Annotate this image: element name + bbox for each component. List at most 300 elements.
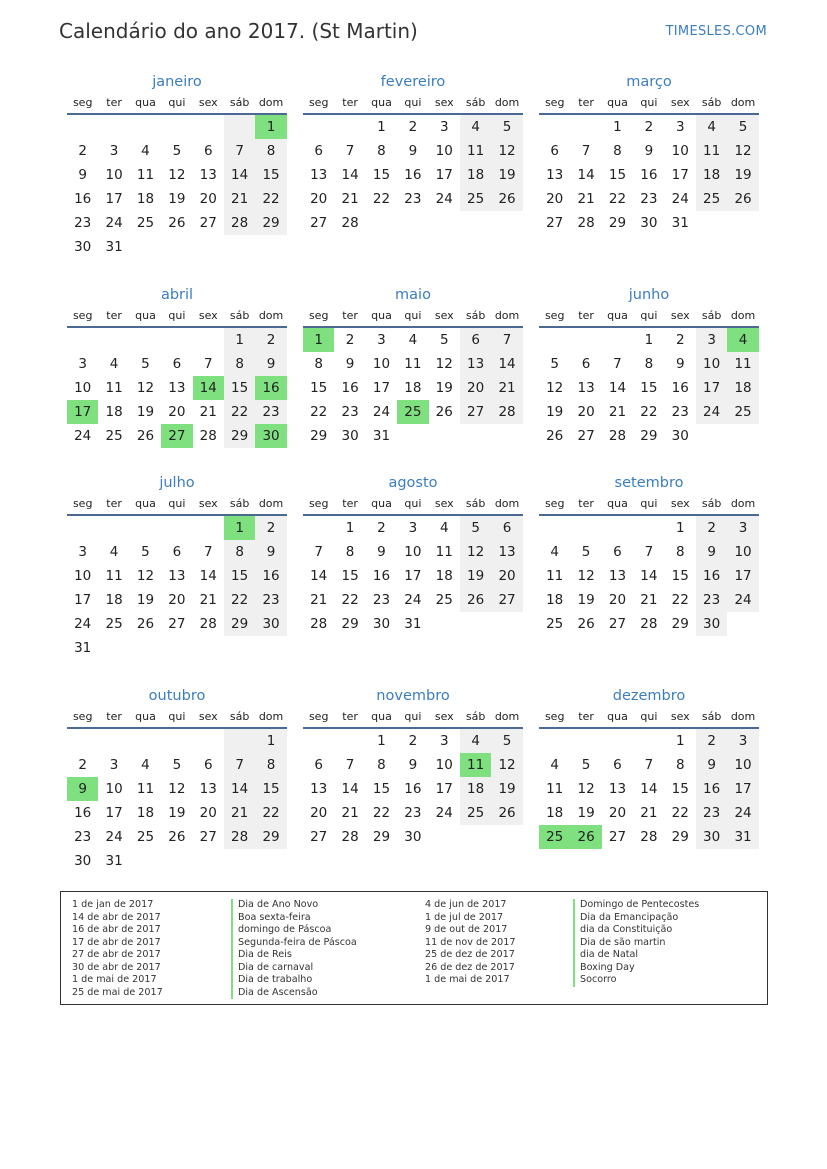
empty-cell	[539, 729, 570, 753]
day-cell: 22	[671, 592, 689, 608]
day-cell: 1	[224, 328, 255, 352]
empty-cell	[602, 729, 633, 753]
weekday-label: seg	[72, 497, 93, 510]
day-cell: 10	[105, 781, 123, 797]
legend-date: 4 de jun de 2017	[425, 899, 507, 910]
day-cell: 2	[675, 332, 685, 348]
day-cell: 21	[608, 404, 627, 420]
day-cell: 17	[696, 376, 727, 400]
day-cell: 5	[727, 115, 758, 139]
weekday-label: sex	[670, 96, 690, 109]
weekday-label: sáb	[229, 710, 250, 723]
weekday-label: qua	[607, 710, 628, 723]
day-cell: 9	[675, 356, 685, 372]
day-cell: 12	[460, 540, 491, 564]
day-cell: 9	[696, 540, 727, 564]
empty-cell	[98, 636, 129, 660]
day-cell: 27	[608, 829, 627, 845]
legend-date: 1 de jul de 2017	[425, 911, 504, 923]
weekday-label: sáb	[701, 96, 722, 109]
day-cell: 26	[491, 801, 522, 825]
day-cell: 30	[404, 829, 422, 845]
day-cell: 21	[224, 801, 255, 825]
day-cell: 10	[404, 544, 422, 560]
day-cell: 19	[577, 592, 595, 608]
weekday-label: seg	[544, 309, 565, 322]
day-cell: 25	[696, 187, 727, 211]
day-cell: 7	[345, 143, 355, 159]
day-cell: 22	[255, 187, 286, 211]
weekday-label: qui	[168, 309, 186, 322]
day-cell: 28	[608, 428, 627, 444]
day-cell: 15	[671, 781, 689, 797]
empty-cell	[366, 211, 397, 235]
day-cell: 9	[255, 540, 286, 564]
day-cell: 16	[404, 781, 422, 797]
weekday-label: sáb	[701, 710, 722, 723]
empty-cell	[130, 516, 161, 540]
week-row	[303, 801, 523, 825]
day-cell: 29	[255, 825, 286, 849]
day-cell: 30	[696, 612, 727, 636]
day-cell: 18	[435, 568, 453, 584]
holiday-legend	[60, 891, 768, 1005]
day-cell: 18	[546, 592, 564, 608]
weekday-header	[67, 306, 287, 328]
empty-cell	[193, 235, 224, 259]
empty-cell	[429, 612, 460, 636]
month-name: junho	[628, 287, 670, 303]
day-cell: 4	[550, 757, 559, 773]
week-row	[303, 825, 523, 849]
day-cell: 21	[640, 592, 658, 608]
week-row	[67, 376, 287, 400]
day-cell: 6	[203, 143, 213, 159]
day-cell: 2	[408, 733, 418, 749]
day-cell: 2	[255, 516, 286, 540]
day-cell: 9	[696, 753, 727, 777]
month-janeiro	[67, 71, 287, 259]
legend-holiday-name: Dia de Ano Novo	[238, 899, 319, 910]
day-cell: 23	[404, 191, 422, 207]
empty-cell	[570, 729, 601, 753]
day-cell: 17	[105, 805, 123, 821]
day-cell: 28	[640, 829, 658, 845]
weekday-label: seg	[544, 497, 565, 510]
legend-date: 1 de mai de 2017	[72, 974, 157, 985]
day-cell: 16	[696, 564, 727, 588]
empty-cell	[161, 636, 192, 660]
week-row	[303, 187, 523, 211]
month-fevereiro	[303, 71, 523, 235]
empty-cell	[334, 729, 365, 753]
day-cell: 28	[224, 211, 255, 235]
day-cell: 22	[372, 191, 391, 207]
week-row	[539, 400, 759, 424]
day-cell: 15	[372, 167, 391, 183]
day-cell: 4	[550, 544, 559, 560]
day-cell: 23	[255, 400, 286, 424]
empty-cell	[130, 849, 161, 873]
day-cell: 31	[74, 640, 92, 656]
day-cell: 14	[310, 568, 328, 584]
week-row	[67, 211, 287, 235]
week-row	[303, 115, 523, 139]
day-cell: 15	[341, 568, 359, 584]
weekday-label: ter	[578, 497, 594, 510]
weekday-header	[539, 93, 759, 115]
day-cell: 10	[435, 757, 453, 773]
day-cell: 29	[255, 211, 286, 235]
week-row	[539, 352, 759, 376]
day-cell: 13	[546, 167, 564, 183]
week-row	[539, 424, 759, 448]
legend-holiday-name: Dia de Ascensão	[238, 986, 318, 998]
week-row	[67, 801, 287, 825]
day-cell: 10	[74, 380, 92, 396]
day-cell: 11	[546, 781, 564, 797]
day-cell: 29	[224, 612, 255, 636]
day-cell: 11	[727, 352, 758, 376]
day-cell: 22	[608, 191, 627, 207]
day-cell: 30	[74, 853, 92, 869]
empty-cell	[193, 328, 224, 352]
weekday-label: qua	[135, 309, 156, 322]
day-cell: 4	[141, 757, 150, 773]
empty-cell	[193, 849, 224, 873]
week-row	[539, 115, 759, 139]
day-cell: 20	[310, 191, 328, 207]
weekday-label: sex	[198, 710, 218, 723]
day-cell: 13	[491, 540, 522, 564]
weekday-label: sex	[670, 710, 690, 723]
week-row	[303, 516, 523, 540]
day-cell: 26	[491, 187, 522, 211]
day-cell: 4	[109, 544, 119, 560]
day-cell: 19	[491, 163, 522, 187]
day-cell: 17	[727, 777, 758, 801]
day-cell: 16	[255, 564, 286, 588]
day-cell: 26	[136, 616, 155, 632]
day-cell: 20	[199, 191, 217, 207]
day-cell: 16	[372, 568, 391, 584]
day-cell: 26	[460, 588, 491, 612]
day-cell: 12	[168, 781, 186, 797]
empty-cell	[727, 424, 758, 448]
day-cell: 14	[640, 781, 658, 797]
day-cell: 18	[460, 777, 491, 801]
weekday-label: qua	[371, 96, 392, 109]
day-cell: 13	[608, 568, 627, 584]
month-name: setembro	[614, 475, 684, 491]
weekday-label: ter	[578, 309, 594, 322]
weekday-label: seg	[308, 710, 329, 723]
weekday-label: qui	[640, 309, 658, 322]
day-cell: 17	[727, 564, 758, 588]
month-novembro	[303, 685, 523, 849]
week-row	[67, 400, 287, 424]
empty-cell	[130, 636, 161, 660]
day-cell: 3	[439, 119, 449, 135]
weekday-label: qua	[135, 710, 156, 723]
day-cell: 7	[581, 143, 591, 159]
day-cell: 28	[341, 829, 359, 845]
day-cell: 3	[78, 544, 87, 560]
empty-cell	[161, 729, 192, 753]
week-row	[67, 235, 287, 259]
day-cell: 26	[577, 616, 595, 632]
day-cell: 9	[408, 757, 418, 773]
day-cell: 19	[136, 592, 155, 608]
empty-cell	[491, 424, 522, 448]
day-cell: 31	[372, 428, 391, 444]
weekday-label: ter	[342, 309, 358, 322]
legend-date: 27 de abr de 2017	[72, 949, 161, 960]
day-cell: 26	[546, 428, 564, 444]
day-cell: 4	[109, 356, 119, 372]
day-cell: 7	[224, 139, 255, 163]
weekday-label: sáb	[229, 497, 250, 510]
day-cell: 23	[341, 404, 359, 420]
day-cell: 29	[224, 424, 255, 448]
legend-holiday-name: Segunda-feira de Páscoa	[238, 936, 357, 948]
week-row	[67, 424, 287, 448]
day-cell: 21	[491, 376, 522, 400]
day-cell: 17	[404, 568, 422, 584]
day-cell: 20	[460, 376, 491, 400]
day-cell: 20	[168, 592, 186, 608]
day-cell: 15	[671, 568, 689, 584]
week-row	[303, 352, 523, 376]
day-cell: 30	[640, 215, 658, 231]
day-cell: 10	[727, 540, 758, 564]
day-cell: 11	[136, 781, 155, 797]
weekday-label: ter	[578, 96, 594, 109]
day-cell: 2	[345, 332, 355, 348]
weekday-header	[539, 494, 759, 516]
day-cell: 5	[491, 115, 522, 139]
day-cell: 16	[640, 167, 658, 183]
legend-holiday-name: Dia de são martin	[580, 936, 666, 948]
day-cell: 24	[105, 215, 123, 231]
empty-cell	[727, 612, 758, 636]
weekday-label: qui	[640, 96, 658, 109]
day-cell: 21	[640, 805, 658, 821]
empty-cell	[429, 424, 460, 448]
day-cell: 11	[435, 544, 453, 560]
week-row	[303, 211, 523, 235]
day-cell: 10	[74, 568, 92, 584]
legend-names-col2	[573, 899, 699, 987]
day-cell: 14	[341, 781, 359, 797]
empty-cell	[460, 424, 491, 448]
day-cell: 11	[105, 568, 123, 584]
weekday-label: seg	[308, 309, 329, 322]
weekday-label: qua	[371, 497, 392, 510]
week-row	[539, 801, 759, 825]
empty-cell	[224, 235, 255, 259]
day-cell: 4	[460, 729, 491, 753]
empty-cell	[570, 328, 601, 352]
day-cell: 7	[203, 356, 213, 372]
empty-cell	[602, 328, 633, 352]
day-cell: 24	[404, 592, 422, 608]
legend-holiday-name: Socorro	[580, 974, 617, 985]
weekday-label: qui	[640, 710, 658, 723]
site-link[interactable]: TIMESLES.COM	[665, 24, 767, 39]
day-cell: 17	[435, 781, 453, 797]
day-cell: 6	[581, 356, 591, 372]
week-row	[67, 516, 287, 540]
week-row	[67, 777, 287, 801]
weekday-label: qui	[404, 96, 422, 109]
day-cell: 7	[203, 544, 213, 560]
day-cell: 16	[341, 380, 359, 396]
day-cell: 2	[644, 119, 654, 135]
week-row	[303, 139, 523, 163]
empty-cell	[98, 328, 129, 352]
empty-cell	[491, 612, 522, 636]
day-cell: 2	[255, 328, 286, 352]
day-cell: 15	[224, 564, 255, 588]
weekday-label: seg	[308, 96, 329, 109]
day-cell: 31	[404, 616, 422, 632]
day-cell: 14	[491, 352, 522, 376]
weekday-label: ter	[578, 710, 594, 723]
day-cell: 1	[345, 520, 355, 536]
empty-cell	[130, 235, 161, 259]
day-cell: 8	[377, 757, 386, 773]
weekday-label: qua	[371, 710, 392, 723]
day-cell: 15	[310, 380, 328, 396]
empty-cell	[460, 825, 491, 849]
day-cell: 8	[314, 356, 323, 372]
day-cell: 19	[577, 805, 595, 821]
day-cell: 13	[608, 781, 627, 797]
day-cell: 3	[109, 757, 119, 773]
holiday-day: 14	[193, 376, 224, 400]
weekday-label: dom	[258, 309, 284, 322]
day-cell: 6	[460, 328, 491, 352]
day-cell: 29	[341, 616, 359, 632]
day-cell: 8	[255, 753, 286, 777]
empty-cell	[303, 516, 334, 540]
day-cell: 1	[613, 119, 622, 135]
day-cell: 29	[640, 428, 658, 444]
day-cell: 4	[408, 332, 418, 348]
legend-holiday-name: Boxing Day	[580, 961, 635, 973]
day-cell: 19	[435, 380, 453, 396]
legend-date: 9 de out de 2017	[425, 924, 508, 935]
week-row	[303, 400, 523, 424]
week-row	[303, 376, 523, 400]
day-cell: 26	[435, 404, 453, 420]
weekday-label: dom	[258, 497, 284, 510]
week-row	[539, 540, 759, 564]
weekday-label: dom	[730, 309, 756, 322]
day-cell: 24	[435, 191, 453, 207]
day-cell: 9	[644, 143, 654, 159]
day-cell: 3	[727, 729, 758, 753]
day-cell: 22	[255, 801, 286, 825]
month-name: março	[626, 74, 672, 90]
legend-date: 11 de nov de 2017	[425, 936, 516, 948]
month-outubro	[67, 685, 287, 873]
day-cell: 25	[105, 428, 123, 444]
weekday-header	[303, 494, 523, 516]
day-cell: 20	[608, 805, 627, 821]
day-cell: 10	[696, 352, 727, 376]
weekday-label: sáb	[465, 309, 486, 322]
day-cell: 5	[491, 729, 522, 753]
empty-cell	[67, 115, 98, 139]
weekday-label: seg	[308, 497, 329, 510]
holiday-day: 1	[255, 115, 286, 139]
day-cell: 6	[314, 757, 323, 773]
week-row	[67, 849, 287, 873]
empty-cell	[161, 235, 192, 259]
weekday-label: sex	[434, 96, 454, 109]
day-cell: 3	[408, 520, 418, 536]
day-cell: 13	[310, 781, 328, 797]
day-cell: 21	[199, 404, 217, 420]
day-cell: 21	[341, 191, 359, 207]
empty-cell	[224, 636, 255, 660]
empty-cell	[130, 328, 161, 352]
day-cell: 28	[577, 215, 595, 231]
empty-cell	[255, 235, 286, 259]
holiday-day: 11	[460, 753, 491, 777]
weekday-label: sex	[670, 497, 690, 510]
day-cell: 7	[491, 328, 522, 352]
month-setembro	[539, 472, 759, 636]
day-cell: 1	[675, 733, 685, 749]
weekday-label: qui	[404, 710, 422, 723]
week-row	[67, 540, 287, 564]
day-cell: 26	[136, 428, 155, 444]
day-cell: 25	[727, 400, 758, 424]
day-cell: 23	[74, 215, 92, 231]
day-cell: 17	[372, 380, 391, 396]
empty-cell	[193, 636, 224, 660]
empty-cell	[633, 516, 664, 540]
week-row	[539, 729, 759, 753]
empty-cell	[460, 211, 491, 235]
day-cell: 27	[491, 588, 522, 612]
day-cell: 8	[644, 356, 654, 372]
day-cell: 19	[460, 564, 491, 588]
weekday-header	[67, 93, 287, 115]
empty-cell	[67, 328, 98, 352]
day-cell: 6	[613, 544, 622, 560]
day-cell: 23	[696, 588, 727, 612]
week-row	[539, 376, 759, 400]
weekday-label: seg	[72, 710, 93, 723]
day-cell: 19	[546, 404, 564, 420]
day-cell: 1	[675, 520, 685, 536]
day-cell: 28	[224, 825, 255, 849]
day-cell: 8	[224, 540, 255, 564]
weekday-label: qua	[135, 96, 156, 109]
empty-cell	[539, 516, 570, 540]
day-cell: 3	[727, 516, 758, 540]
day-cell: 13	[577, 380, 595, 396]
holiday-day: 1	[224, 516, 255, 540]
day-cell: 2	[377, 520, 386, 536]
legend-holiday-name: Boa sexta-feira	[238, 911, 311, 923]
day-cell: 4	[696, 115, 727, 139]
holiday-day: 25	[539, 825, 570, 849]
